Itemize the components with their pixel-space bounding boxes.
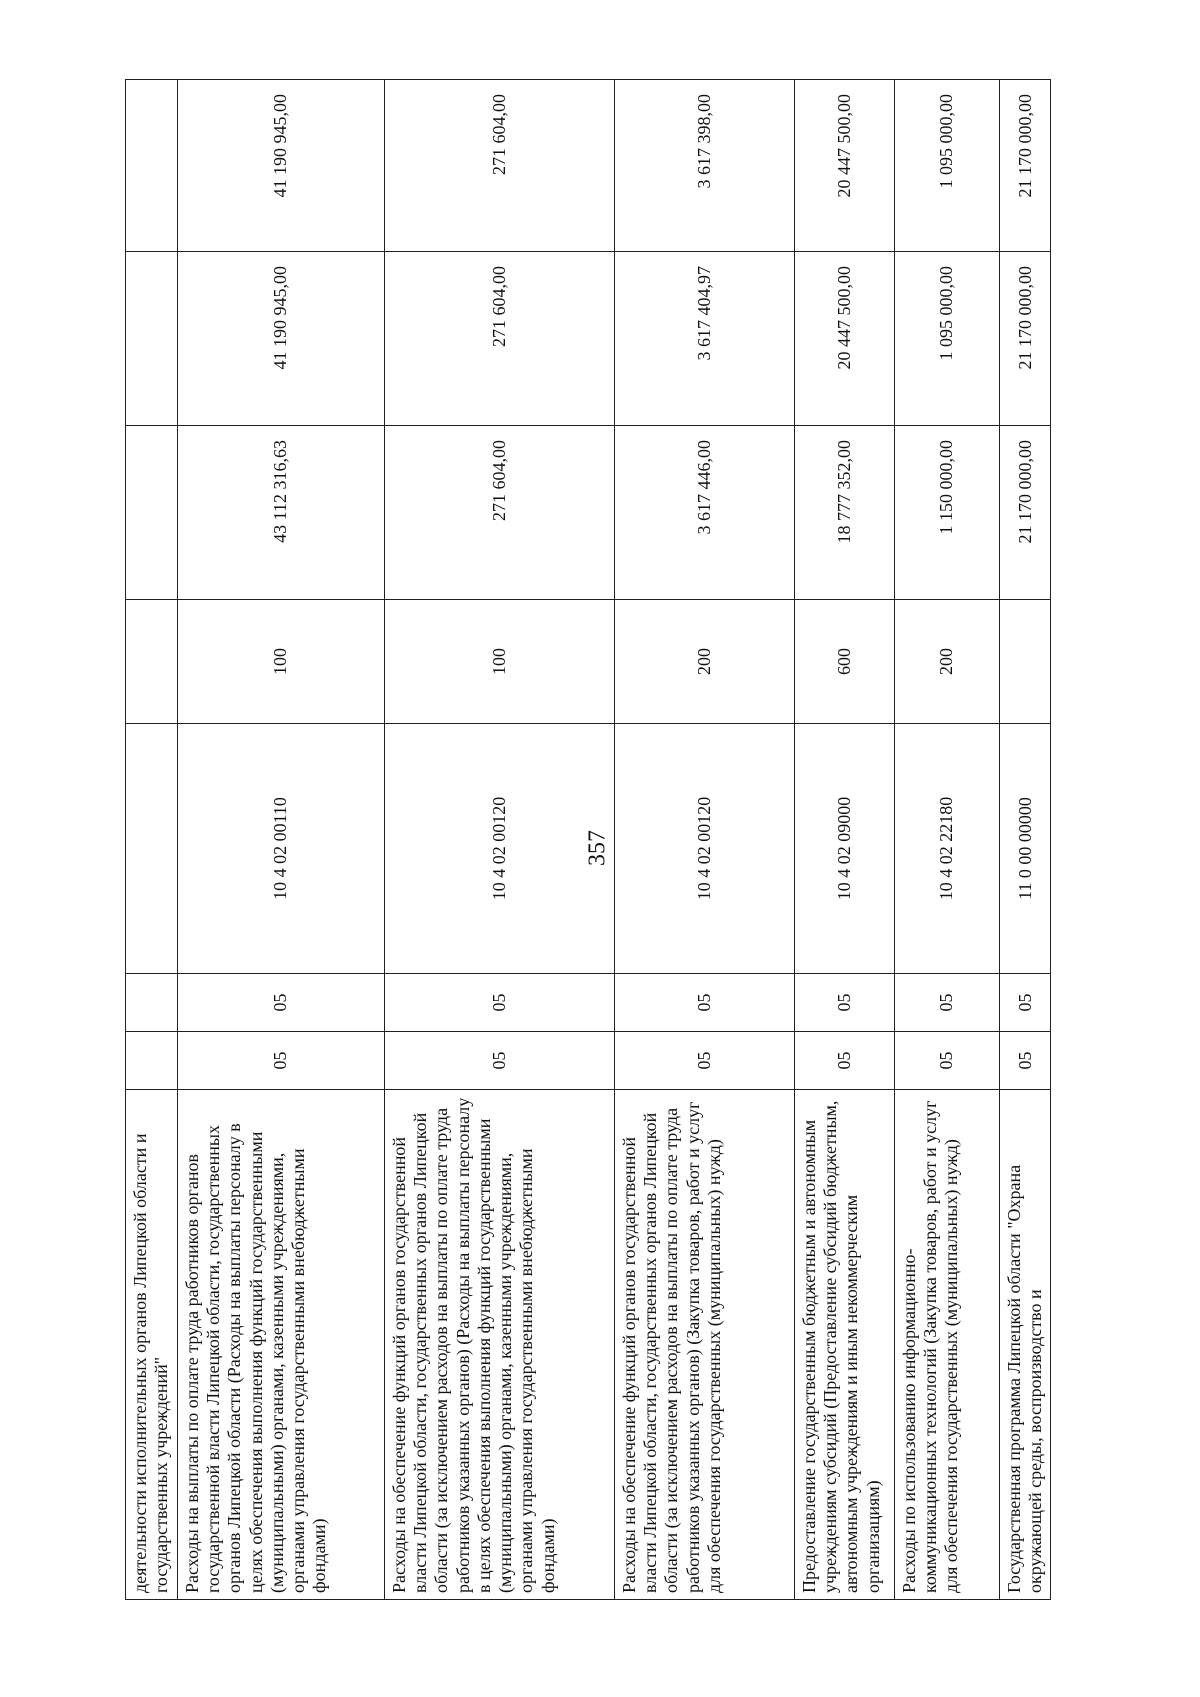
expense-type-code: 100 [178,600,385,724]
table-row [895,80,1000,1600]
expense-type-code: 200 [615,600,795,724]
amount-year-3: 1 095 000,00 [895,80,1000,252]
section-code: 05 [795,1032,895,1090]
row-description: Расходы по использованию информационно-коммуникационных технологий (Закупка товаров, работ и услуг для обеспечения государственных (муниципальных) нужд) [895,1090,1000,1600]
expense-type-code: 600 [795,600,895,724]
row-description: деятельности исполнительных органов Липецкой области и государственных учреждений" [126,1090,178,1600]
amount-year-3: 20 447 500,00 [795,80,895,252]
table-row [1000,80,1051,1600]
subsection-code: 05 [385,974,615,1032]
expense-type-code [1000,600,1051,724]
table-row [178,80,385,1600]
amount-year-1: 18 777 352,00 [795,426,895,600]
target-article-code: 10 4 02 00110 [178,724,385,974]
amount-year-3 [126,80,178,252]
amount-year-1: 3 617 446,00 [615,426,795,600]
expense-type-code [126,600,178,724]
section-code [126,1032,178,1090]
subsection-code: 05 [795,974,895,1032]
target-article-code: 10 4 02 22180 [895,724,1000,974]
amount-year-3: 41 190 945,00 [178,80,385,252]
table-row [385,80,615,1600]
subsection-code: 05 [178,974,385,1032]
row-description: Расходы на выплаты по оплате труда работников органов государственной власти Липецкой области, государственных органов Липецкой области (Расходы на выплаты персоналу в целях обеспечения выполнения функций государственными (муниципальными) органами, казенными учреждениями, органами управления государственными внебюджетными фондами) [178,1090,385,1600]
amount-year-2: 3 617 404,97 [615,252,795,426]
amount-year-2: 1 095 000,00 [895,252,1000,426]
amount-year-1: 271 604,00 [385,426,615,600]
target-article-code: 11 0 00 00000 [1000,724,1051,974]
subsection-code [126,974,178,1032]
amount-year-2: 20 447 500,00 [795,252,895,426]
budget-table [125,79,1051,1600]
amount-year-1 [126,426,178,600]
amount-year-1: 21 170 000,00 [1000,426,1051,600]
table-row [615,80,795,1600]
amount-year-2: 21 170 000,00 [1000,252,1051,426]
subsection-code: 05 [895,974,1000,1032]
amount-year-2: 271 604,00 [385,252,615,426]
table-row [126,80,178,1600]
rotated-table-wrapper [125,80,1050,1600]
section-code: 05 [1000,1032,1051,1090]
expense-type-code: 100 [385,600,615,724]
table-row [795,80,895,1600]
target-article-code: 10 4 02 09000 [795,724,895,974]
amount-year-1: 1 150 000,00 [895,426,1000,600]
subsection-code: 05 [615,974,795,1032]
target-article-code [126,724,178,974]
expense-type-code: 200 [895,600,1000,724]
target-article-code: 10 4 02 00120 [615,724,795,974]
amount-year-3: 271 604,00 [385,80,615,252]
section-code: 05 [895,1032,1000,1090]
section-code: 05 [615,1032,795,1090]
subsection-code: 05 [1000,974,1051,1032]
amount-year-1: 43 112 316,63 [178,426,385,600]
amount-year-3: 3 617 398,00 [615,80,795,252]
row-description: Расходы на обеспечение функций органов государственной власти Липецкой области, государственных органов Липецкой области (за исключением расходов на выплаты по оплате труда работников указанных органов) (Закупка товаров, работ и услуг для обеспечения государственных (муниципальных) нужд) [615,1090,795,1600]
row-description: Расходы на обеспечение функций органов государственной власти Липецкой области, государственных органов Липецкой области (за исключением расходов на выплаты по оплате труда работников указанных органов) (Расходы на выплаты персоналу в целях обеспечения выполнения функций государственными (муниципальными) органами, казенными учреждениями, органами управления государственными внебюджетными фондами) [385,1090,615,1600]
amount-year-3: 21 170 000,00 [1000,80,1051,252]
amount-year-2 [126,252,178,426]
section-code: 05 [385,1032,615,1090]
row-description: Предоставление государственным бюджетным и автономным учреждениям субсидий (Предоставление субсидий бюджетным, автономным учреждениям и иным некоммерческим организациям) [795,1090,895,1600]
target-article-code: 10 4 02 00120 [385,724,615,974]
page-number: 357 [584,830,611,866]
amount-year-2: 41 190 945,00 [178,252,385,426]
row-description: Государственная программа Липецкой области "Охрана окружающей среды, воспроизводство и [1000,1090,1051,1600]
section-code: 05 [178,1032,385,1090]
